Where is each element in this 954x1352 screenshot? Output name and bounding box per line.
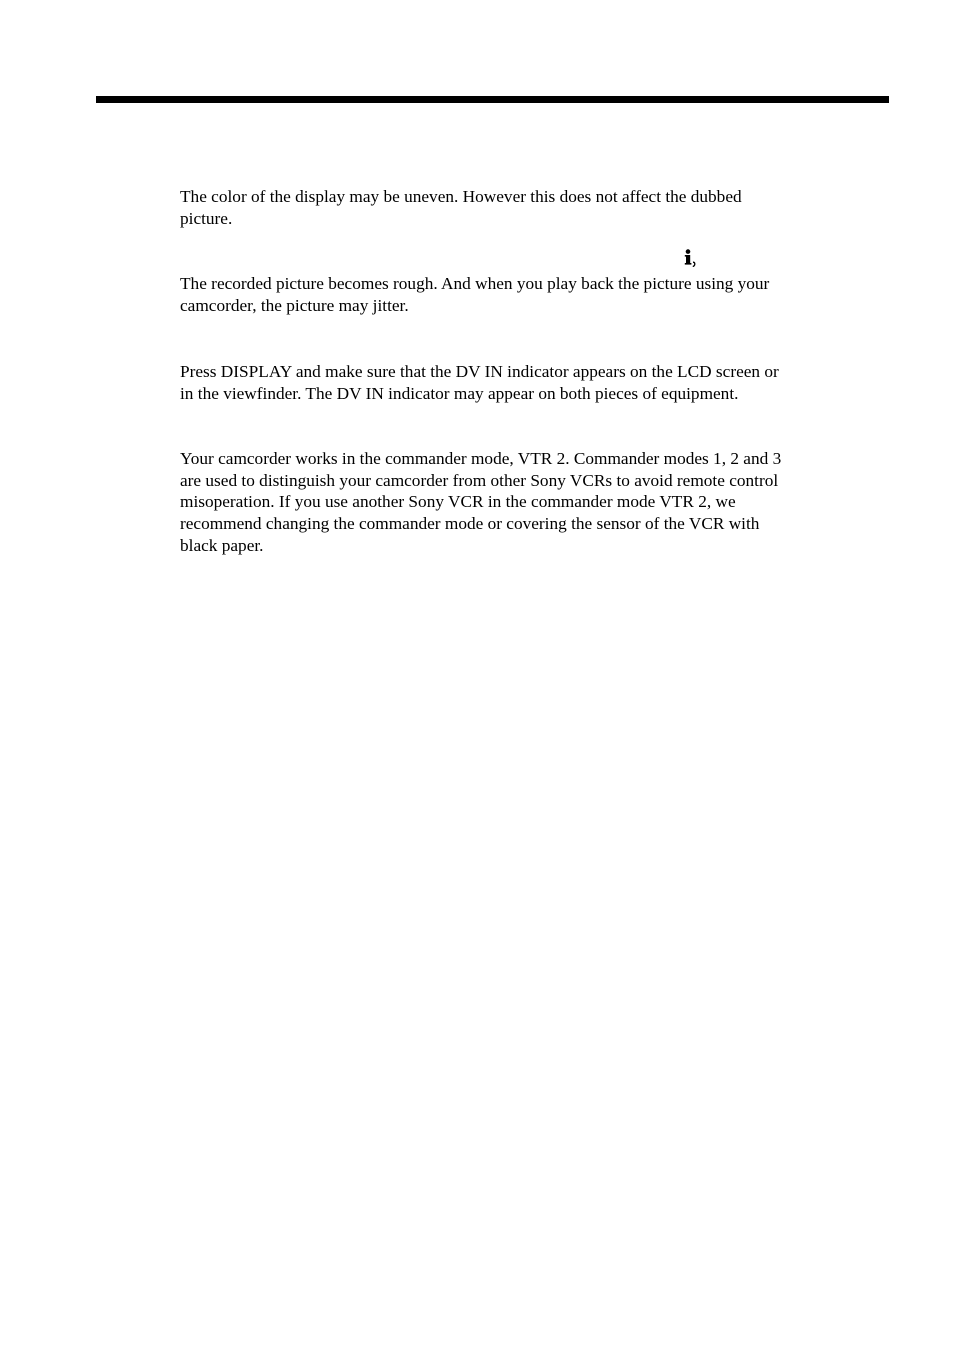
header-rule [96,96,889,103]
paragraph-display-color-note: The color of the display may be uneven. However this does not affect the dubbed picture. [180,187,742,228]
paragraph-picture-rough-note: The recorded picture becomes rough. And when you play back the picture using your camcorder, the picture may jitter. [180,274,770,315]
paragraph-dv-in-indicator-note: Press DISPLAY and make sure that the DV IN indicator appears on the LCD screen or in the viewfinder. The DV IN indicator may appear on both pieces of equipment. [180,362,779,403]
i-link-icon [683,249,697,267]
paragraph-commander-mode-note: Your camcorder works in the commander mode, VTR 2. Commander modes 1, 2 and 3 are used to distinguish your camcorder from other Sony VCRs to avoid remote control misoperation. If you use another Sony VCR in the commander mode VTR 2, we recommend changing the commander mode or covering the sensor of the VCR with black paper. [180,449,782,555]
